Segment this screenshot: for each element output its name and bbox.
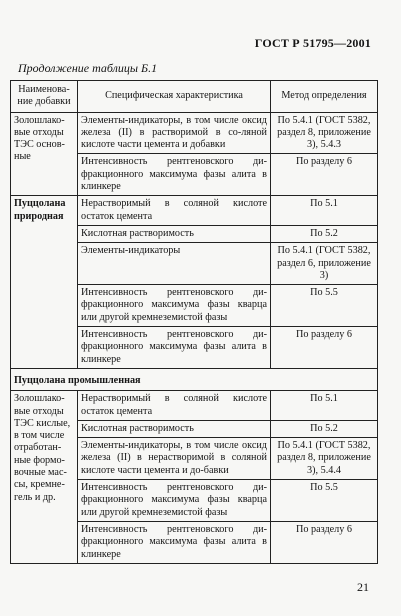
method-cell: По разделу 6 [271,154,378,196]
table-row [11,196,378,226]
section-title: Пуццолана промышленная [11,368,378,390]
characteristic-cell: Элементы-индикаторы, в том числе оксид железа (II) в нерастворимой в соляной кислоте части цемента и до-бавки [78,438,271,480]
method-cell: По 5.5 [271,480,378,522]
characteristic-cell: Интенсивность рентгеновского ди-фракционного максимума фазы кварца или другой кремнеземистой фазы [78,480,271,522]
method-cell: По разделу 6 [271,327,378,369]
method-cell: По 5.4.1 (ГОСТ 5382, раздел 6, приложение 3) [271,243,378,285]
table-header-row [11,81,378,113]
method-cell: По 5.2 [271,420,378,437]
characteristic-cell: Интенсивность рентгеновского ди-фракционного максимума фазы алита в клинкере [78,327,271,369]
characteristic-cell: Нерастворимый в соляной кислоте остаток цемента [78,196,271,226]
standard-header: ГОСТ Р 51795—2001 [254,36,371,50]
section-row [11,368,378,390]
method-cell: По разделу 6 [271,521,378,563]
page-number: 21 [357,580,369,594]
additive-name: Золошлако-вые отходы ТЭС основ-ные [11,112,78,196]
method-cell: По 5.4.1 (ГОСТ 5382, раздел 8, приложение 3), 5.4.3 [271,112,378,154]
column-header-additive: Наименова-ние добавки [11,81,78,113]
method-cell: По 5.1 [271,196,378,226]
characteristic-cell: Интенсивность рентгеновского ди-фракционного максимума фазы кварца или другой кремнеземистой фазы [78,285,271,327]
characteristic-cell: Кислотная растворимость [78,225,271,242]
method-cell: По 5.4.1 (ГОСТ 5382, раздел 8, приложение 3), 5.4.4 [271,438,378,480]
additive-name: Золошлако-вые отходы ТЭС кислые, в том числе отработан-ные формо-вочные мас-сы, кремне-гель и др. [11,391,78,564]
characteristic-cell: Нерастворимый в соляной кислоте остаток цемента [78,391,271,421]
characteristic-cell: Интенсивность рентгеновского ди-фракционного максимума фазы алита в клинкере [78,521,271,563]
table-row [11,112,378,154]
characteristic-cell: Интенсивность рентгеновского ди-фракционного максимума фазы алита в клинкере [78,154,271,196]
characteristic-cell: Элементы-индикаторы [78,243,271,285]
column-header-characteristic: Специфическая характеристика [78,81,271,113]
properties-table [10,80,378,564]
column-header-method: Метод определения [271,81,378,113]
additive-name: Пуццолана природная [11,196,78,369]
table-row [11,391,378,421]
method-cell: По 5.5 [271,285,378,327]
method-cell: По 5.2 [271,225,378,242]
method-cell: По 5.1 [271,391,378,421]
table-continuation-caption: Продолжение таблицы Б.1 [18,61,158,75]
characteristic-cell: Элементы-индикаторы, в том числе оксид железа (II) в растворимой в со-ляной кислоте части цемента и добавки [78,112,271,154]
characteristic-cell: Кислотная растворимость [78,420,271,437]
